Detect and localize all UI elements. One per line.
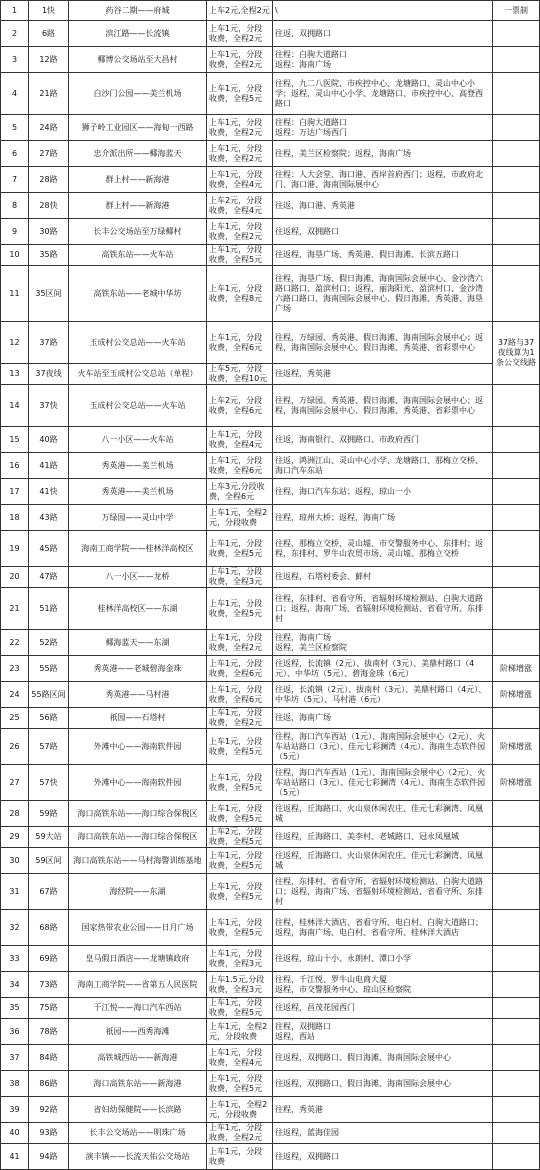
- table-row: [1, 385, 540, 427]
- table-row: [1, 245, 540, 266]
- fare-note: [493, 21, 540, 47]
- row-number: 13: [1, 364, 29, 385]
- via-stops: 往程，东排村、省看守所、省辐射环境检测站、白驹大道路口；返程，海南广场、省辐射环境检测站、省看守所、东排村: [273, 874, 493, 910]
- fare-note: 37路与37夜线算为1条公交线路: [493, 322, 540, 385]
- via-stops: 往返程，石塔村委会、藓村: [273, 567, 493, 588]
- route-name: 30路: [29, 219, 69, 245]
- route-name: 68路: [29, 910, 69, 946]
- row-number: 22: [1, 630, 29, 656]
- row-number: 27: [1, 765, 29, 801]
- fare-note: 阶梯增涨: [493, 729, 540, 765]
- fare-info: 上车1元，分段收费，全程5元: [207, 874, 273, 910]
- fare-info: 上车1元，分段收费，全程5元: [207, 1071, 273, 1097]
- table-row: [1, 1123, 540, 1144]
- fare-note: [493, 1045, 540, 1071]
- table-row: [1, 848, 540, 874]
- route-name: 78路: [29, 1019, 69, 1045]
- fare-note: [493, 427, 540, 453]
- route-terminals: 省妇幼保健院——长滨路: [69, 1097, 207, 1123]
- route-terminals: 万绿园——灵山中学: [69, 505, 207, 531]
- via-stops: 往返程，双拥路口、假日海滩、海南国际会展中心: [273, 1045, 493, 1071]
- table-row: [1, 1045, 540, 1071]
- route-terminals: 海口高铁东站——海口综合保税区: [69, 827, 207, 848]
- table-row: [1, 219, 540, 245]
- route-name: 41路: [29, 453, 69, 479]
- fare-info: 上车1元，全程2元，分段收费: [207, 1097, 273, 1123]
- via-stops: 往返程，双拥路口: [273, 1144, 493, 1170]
- fare-note: 一票制: [493, 1, 540, 21]
- fare-info: 上车1元，分段收费，全程2元: [207, 47, 273, 73]
- route-terminals: 群上村——新海港: [69, 193, 207, 219]
- fare-info: 上车1元，分段收费，全程2元: [207, 630, 273, 656]
- fare-note: [493, 219, 540, 245]
- route-name: 92路: [29, 1097, 69, 1123]
- via-stops: 往程，美兰区检察院；返程，海南广场: [273, 141, 493, 167]
- row-number: 25: [1, 708, 29, 729]
- route-name: 12路: [29, 47, 69, 73]
- via-stops: 往程，千江悦、罗牛山电商大厦 返程，市交警服务中心、琼山区检察院: [273, 972, 493, 998]
- route-terminals: 秀英港——美兰机场: [69, 453, 207, 479]
- table-row: [1, 505, 540, 531]
- route-terminals: 桂林洋高校区——东湖: [69, 588, 207, 630]
- table-row: [1, 630, 540, 656]
- route-name: 59区间: [29, 848, 69, 874]
- route-name: 86路: [29, 1071, 69, 1097]
- table-row: [1, 827, 540, 848]
- via-stops: 往程，桂林洋大酒店、省看守所、电白村、白驹大道路口；返程，海南广场、电白村、省看守所、桂林洋大酒店: [273, 910, 493, 946]
- row-number: 34: [1, 972, 29, 998]
- row-number: 36: [1, 1019, 29, 1045]
- route-name: 73路: [29, 972, 69, 998]
- via-stops: 往返，海南银行、双拥路口、市政府西门: [273, 427, 493, 453]
- route-terminals: 演丰镇——长流天佑公交场站: [69, 1144, 207, 1170]
- fare-note: [493, 801, 540, 827]
- row-number: 12: [1, 322, 29, 364]
- fare-info: 上车1元，分段收费，全程3元: [207, 946, 273, 972]
- fare-info: 上车3元,分段收费，全程6元: [207, 479, 273, 505]
- route-terminals: 海南工商学院——省第五人民医院: [69, 972, 207, 998]
- table-row: [1, 588, 540, 630]
- route-name: 28快: [29, 193, 69, 219]
- route-name: 24路: [29, 115, 69, 141]
- fare-note: [493, 531, 540, 567]
- table-row: [1, 479, 540, 505]
- fare-info: 上车2元，分段收费，全程6元: [207, 385, 273, 427]
- via-stops: 往程，琼州大桥；返程，海南广场: [273, 505, 493, 531]
- route-terminals: 皇马假日酒店——龙塘镇政府: [69, 946, 207, 972]
- route-name: 56路: [29, 708, 69, 729]
- via-stops: 往返程，蓝海佳园: [273, 1123, 493, 1144]
- row-number: 37: [1, 1045, 29, 1071]
- row-number: 39: [1, 1097, 29, 1123]
- fare-note: [493, 193, 540, 219]
- fare-info: 上车1元，分段收费，全程5元: [207, 729, 273, 765]
- row-number: 28: [1, 801, 29, 827]
- fare-note: 阶梯增涨: [493, 765, 540, 801]
- route-name: 1快: [29, 1, 69, 21]
- route-terminals: 外滩中心——海南软件园: [69, 729, 207, 765]
- fare-note: [493, 245, 540, 266]
- table-row: [1, 193, 540, 219]
- route-terminals: 玉成村公交总站——火车站: [69, 385, 207, 427]
- fare-note: [493, 141, 540, 167]
- route-terminals: 白沙门公园——美兰机场: [69, 73, 207, 115]
- row-number: 9: [1, 219, 29, 245]
- table-row: [1, 322, 540, 364]
- route-terminals: 火车站至玉成村公交总站（单程）: [69, 364, 207, 385]
- row-number: 18: [1, 505, 29, 531]
- fare-info: 上车1元，分段收费，全程5元: [207, 910, 273, 946]
- fare-note: [493, 115, 540, 141]
- via-stops: 往返程，昌茂花园西门: [273, 998, 493, 1019]
- table-row: [1, 531, 540, 567]
- via-stops: \: [273, 1, 493, 21]
- fare-info: 上车1元，分段收费，全程2元: [207, 115, 273, 141]
- via-stops: 往返，双拥路口: [273, 21, 493, 47]
- route-terminals: 秀英港——美兰机场: [69, 479, 207, 505]
- via-stops: 往程，秀英港: [273, 1097, 493, 1123]
- table-row: [1, 708, 540, 729]
- row-number: 24: [1, 682, 29, 708]
- table-row: [1, 682, 540, 708]
- route-terminals: 椰博公交场站至大昌村: [69, 47, 207, 73]
- via-stops: 往返程，双拥路口、假日海滩、海南国际会展中心: [273, 1071, 493, 1097]
- row-number: 16: [1, 453, 29, 479]
- via-stops: 往程：白驹大道路口 返程：海南广场: [273, 47, 493, 73]
- table-row: [1, 765, 540, 801]
- via-stops: 往程，海口汽车西站（1元）、海南国际会展中心（2元）、火车站站路口（3元）、佳元七彩澜湾（4元）、海南生态软件园（5元）: [273, 765, 493, 801]
- fare-note: 阶梯增涨: [493, 656, 540, 682]
- fare-note: [493, 588, 540, 630]
- route-name: 75路: [29, 998, 69, 1019]
- route-name: 28路: [29, 167, 69, 193]
- via-stops: 往程：白驹大道路口 返程：万达广场西门: [273, 115, 493, 141]
- table-row: [1, 1071, 540, 1097]
- row-number: 19: [1, 531, 29, 567]
- route-terminals: 秀英港——马村港: [69, 682, 207, 708]
- fare-info: 上车2元,全程2元: [207, 1, 273, 21]
- via-stops: 往程：人大会堂、海口港、西岸首府西门；返程，市政府北门、海口港、海南国际展中心: [273, 167, 493, 193]
- route-terminals: 药谷二期——府城: [69, 1, 207, 21]
- fare-note: [493, 630, 540, 656]
- route-name: 6路: [29, 21, 69, 47]
- route-terminals: 高铁东站——火车站: [69, 245, 207, 266]
- route-name: 35路: [29, 245, 69, 266]
- via-stops: 往返程，海垦广场、秀英港、假日海滩、长滨五路口: [273, 245, 493, 266]
- fare-note: [493, 385, 540, 427]
- route-name: 21路: [29, 73, 69, 115]
- fare-info: 上车1元，全程2元，分段收费: [207, 1019, 273, 1045]
- fare-info: 上车1元，分段收费，全程6元: [207, 656, 273, 682]
- route-terminals: 高铁东站——老城中华坊: [69, 266, 207, 322]
- fare-info: 上车1元，分段收费，全程2元: [207, 1123, 273, 1144]
- via-stops: 往返程，秀英港: [273, 364, 493, 385]
- route-terminals: 八一小区——火车站: [69, 427, 207, 453]
- via-stops: 往返程，长流镇（2元）、拔南村（3元）、美鼎村路口（4元）、中华坊（5元）、碧海金珠（6元）: [273, 656, 493, 682]
- fare-note: 阶梯增涨: [493, 682, 540, 708]
- table-row: [1, 21, 540, 47]
- fare-note: [493, 47, 540, 73]
- table-row: [1, 1097, 540, 1123]
- table-row: [1, 910, 540, 946]
- table-row: [1, 1019, 540, 1045]
- fare-note: [493, 167, 540, 193]
- via-stops: 往返，鸿洲江山、灵山中心小学、龙塘路口、那梅立交桥、海口汽车东站: [273, 453, 493, 479]
- route-terminals: 海口高铁东站——新海港: [69, 1071, 207, 1097]
- route-name: 57路: [29, 729, 69, 765]
- route-name: 55路: [29, 656, 69, 682]
- fare-note: [493, 73, 540, 115]
- row-number: 10: [1, 245, 29, 266]
- fare-note: [493, 1097, 540, 1123]
- row-number: 33: [1, 946, 29, 972]
- row-number: 4: [1, 73, 29, 115]
- route-name: 52路: [29, 630, 69, 656]
- fare-note: [493, 708, 540, 729]
- via-stops: 往程，那梅立交桥、灵山墟、市交警服务中心、东排村；返程，东排村、罗牛山农贸市场、灵山墟、那梅立交桥: [273, 531, 493, 567]
- route-name: 37快: [29, 385, 69, 427]
- row-number: 8: [1, 193, 29, 219]
- via-stops: 往程，海垦广场、假日海滩、海南国际会展中心、金沙湾六路口路口、盈滨村口；返程，丽海阳光、盈滨村口、金沙湾六路口路口、海南国际会展中心、假日海滩、秀英港、海垦广场: [273, 266, 493, 322]
- route-terminals: 忠介派出所——椰海蓝天: [69, 141, 207, 167]
- table-row: [1, 167, 540, 193]
- route-name: 37夜线: [29, 364, 69, 385]
- fare-note: [493, 1019, 540, 1045]
- fare-info: 上车1元，分段收费，全程8元: [207, 266, 273, 322]
- table-row: [1, 567, 540, 588]
- route-terminals: 海南工商学院——桂林洋高校区: [69, 531, 207, 567]
- row-number: 15: [1, 427, 29, 453]
- fare-info: 上车1元，分段收费，全程2元: [207, 141, 273, 167]
- via-stops: 往程，东排村、省看守所、省辐射环境检测站、白驹大道路口；返程，海南广场、省辐射环境检测站、省看守所、东排村: [273, 588, 493, 630]
- table-row: [1, 998, 540, 1019]
- route-name: 47路: [29, 567, 69, 588]
- table-row: [1, 801, 540, 827]
- fare-info: 上车1元，分段收费，全程5元: [207, 588, 273, 630]
- fare-info: 上车1元，分段收费，全程5元: [207, 765, 273, 801]
- fare-note: [493, 505, 540, 531]
- route-terminals: 秀英港——老城碧海金珠: [69, 656, 207, 682]
- fare-info: 上车1元，分段收费，全程3元: [207, 567, 273, 588]
- route-name: 59大站: [29, 827, 69, 848]
- route-name: 93路: [29, 1123, 69, 1144]
- route-name: 40路: [29, 427, 69, 453]
- via-stops: 往返程，丘海路口、火山泉休闲农庄、佳元七彩澜湾、凤凰城: [273, 848, 493, 874]
- row-number: 41: [1, 1144, 29, 1170]
- fare-info: 上车1元，分段收费，全程2元: [207, 219, 273, 245]
- fare-note: [493, 998, 540, 1019]
- via-stops: 往返程，双拥路口: [273, 219, 493, 245]
- route-name: 84路: [29, 1045, 69, 1071]
- route-terminals: 海经院——东湖: [69, 874, 207, 910]
- route-terminals: 滨江路——长流镇: [69, 21, 207, 47]
- via-stops: 往程，海南广场 返程，美兰区检察院: [273, 630, 493, 656]
- fare-info: 上车1元，分段收费，全程4元: [207, 1045, 273, 1071]
- route-terminals: 国家热带农业公园——日月广场: [69, 910, 207, 946]
- route-terminals: 玉成村公交总站——火车站: [69, 322, 207, 364]
- row-number: 40: [1, 1123, 29, 1144]
- fare-info: 上车1元，分段收费，全程6元: [207, 322, 273, 364]
- route-name: 55路区间: [29, 682, 69, 708]
- route-name: 69路: [29, 946, 69, 972]
- route-name: 41快: [29, 479, 69, 505]
- via-stops: 往返，海南广场: [273, 708, 493, 729]
- table-row: [1, 47, 540, 73]
- via-stops: 往返程，琼山十小、永朗村、潭口小学: [273, 946, 493, 972]
- fare-info: 上车1.5元,分段收费，全程3元: [207, 972, 273, 998]
- table-row: [1, 656, 540, 682]
- route-terminals: 高铁城西站——新海港: [69, 1045, 207, 1071]
- via-stops: 往程，海口汽车东站；返程，琼山一小: [273, 479, 493, 505]
- via-stops: 往程，万绿园、秀英港、假日海滩、海南国际会展中心；返程，海南国际会展中心、假日海滩、秀英港、省彩票中心: [273, 322, 493, 364]
- row-number: 38: [1, 1071, 29, 1097]
- row-number: 35: [1, 998, 29, 1019]
- route-name: 59路: [29, 801, 69, 827]
- row-number: 21: [1, 588, 29, 630]
- route-name: 43路: [29, 505, 69, 531]
- table-row: [1, 972, 540, 998]
- table-row: [1, 115, 540, 141]
- fare-note: [493, 946, 540, 972]
- table-row: [1, 73, 540, 115]
- route-terminals: 海口高铁东站——海口综合保税区: [69, 801, 207, 827]
- row-number: 23: [1, 656, 29, 682]
- route-terminals: 群上村——新海港: [69, 167, 207, 193]
- route-name: 35区间: [29, 266, 69, 322]
- via-stops: 往程，万绿园、秀英港、假日海滩、海南国际会展中心；返程，海南国际会展中心、假日海滩、秀英港、省彩票中心: [273, 385, 493, 427]
- table-row: [1, 141, 540, 167]
- row-number: 20: [1, 567, 29, 588]
- route-terminals: 海口高铁东站——马村海警训练基地: [69, 848, 207, 874]
- route-name: 94路: [29, 1144, 69, 1170]
- route-terminals: 外滩中心——海南软件园: [69, 765, 207, 801]
- route-name: 51路: [29, 588, 69, 630]
- table-row: [1, 427, 540, 453]
- row-number: 26: [1, 729, 29, 765]
- row-number: 17: [1, 479, 29, 505]
- route-terminals: 八一小区——龙桥: [69, 567, 207, 588]
- table-row: [1, 364, 540, 385]
- row-number: 6: [1, 141, 29, 167]
- fare-info: 上车1元，分段收费，全程5元: [207, 245, 273, 266]
- row-number: 2: [1, 21, 29, 47]
- fare-info: 上车1元，分段收费，全程5元: [207, 801, 273, 827]
- route-name: 57快: [29, 765, 69, 801]
- fare-note: [493, 1123, 540, 1144]
- fare-note: [493, 479, 540, 505]
- table-row: [1, 1144, 540, 1170]
- fare-note: [493, 848, 540, 874]
- table-row: [1, 729, 540, 765]
- via-stops: 往程，海口汽车西站（1元）、海南国际会展中心（2元）、火车站站路口（3元）、佳元七彩澜湾（4元）、海南生态软件园（5元）: [273, 729, 493, 765]
- route-terminals: 长丰公交场站——明珠广场: [69, 1123, 207, 1144]
- via-stops: 往返程，丘海路口、美李村、老城路口、冠永凤凰城: [273, 827, 493, 848]
- fare-note: [493, 874, 540, 910]
- fare-note: [493, 1071, 540, 1097]
- fare-note: [493, 453, 540, 479]
- via-stops: 往返，海口港、秀英港: [273, 193, 493, 219]
- fare-note: [493, 567, 540, 588]
- route-name: 37路: [29, 322, 69, 364]
- fare-info: 上车2元，分段收费，全程4元: [207, 193, 273, 219]
- fare-note: [493, 1144, 540, 1170]
- table-row: [1, 874, 540, 910]
- row-number: 30: [1, 848, 29, 874]
- row-number: 11: [1, 266, 29, 322]
- row-number: 29: [1, 827, 29, 848]
- fare-note: [493, 827, 540, 848]
- fare-info: 上车1元，分段收费，全程2元: [207, 21, 273, 47]
- fare-info: 上车1元，分段收费，全程6元: [207, 453, 273, 479]
- fare-info: 上车5元，分段收费，全程10元: [207, 364, 273, 385]
- via-stops: 往返，长流镇（2元）、拔南村（3元）、美鼎村路口（4元）、中华坊（5元）、马村港（6元）: [273, 682, 493, 708]
- table-row: [1, 946, 540, 972]
- table-row: [1, 453, 540, 479]
- fare-info: 上车1元，全程2元，分段收费: [207, 505, 273, 531]
- fare-info: 上车1元，分段收费，全程4元: [207, 427, 273, 453]
- fare-info: 上车1元，分段收费，全程5元: [207, 73, 273, 115]
- via-stops: 往程，双拥路口 返程，西站: [273, 1019, 493, 1045]
- fare-info: 上车2元，分段收费，全程5元: [207, 827, 273, 848]
- fare-info: 上车1元，分段收费，全程5元: [207, 848, 273, 874]
- row-number: 32: [1, 910, 29, 946]
- via-stops: 往程，九二八医院、市疾控中心、龙塘路口、灵山中心小学；返程，灵山中心小学、龙塘路口、市疾控中心、高登西路口: [273, 73, 493, 115]
- fare-note: [493, 910, 540, 946]
- route-name: 67路: [29, 874, 69, 910]
- route-terminals: 长丰公交场站至万绿椰村: [69, 219, 207, 245]
- row-number: 5: [1, 115, 29, 141]
- route-terminals: 祇园——石塔村: [69, 708, 207, 729]
- route-name: 27路: [29, 141, 69, 167]
- route-terminals: 祇园——西秀海滩: [69, 1019, 207, 1045]
- fare-info: 上车1元，分段收费，全程2元: [207, 708, 273, 729]
- row-number: 3: [1, 47, 29, 73]
- route-terminals: 狮子岭工业园区——海甸一西路: [69, 115, 207, 141]
- row-number: 14: [1, 385, 29, 427]
- route-name: 45路: [29, 531, 69, 567]
- row-number: 31: [1, 874, 29, 910]
- table-row: [1, 1, 540, 21]
- fare-info: 上车1元，分段收费，全程4元: [207, 167, 273, 193]
- fare-info: 上车1元，分段收费: [207, 1144, 273, 1170]
- row-number: 1: [1, 1, 29, 21]
- table-row: [1, 266, 540, 322]
- fare-info: 上车1元，分段收费，全程5元: [207, 531, 273, 567]
- fare-note: [493, 266, 540, 322]
- fare-note: [493, 972, 540, 998]
- route-terminals: 干江悦——海口汽车西站: [69, 998, 207, 1019]
- fare-info: 上车1元，分段收费，全程5元: [207, 998, 273, 1019]
- row-number: 7: [1, 167, 29, 193]
- fare-info: 上车1元，分段收费，全程6元: [207, 682, 273, 708]
- via-stops: 往返程，丘海路口、火山泉休闲农庄、佳元七彩澜湾、凤凰城: [273, 801, 493, 827]
- route-terminals: 椰海蓝天——东湖: [69, 630, 207, 656]
